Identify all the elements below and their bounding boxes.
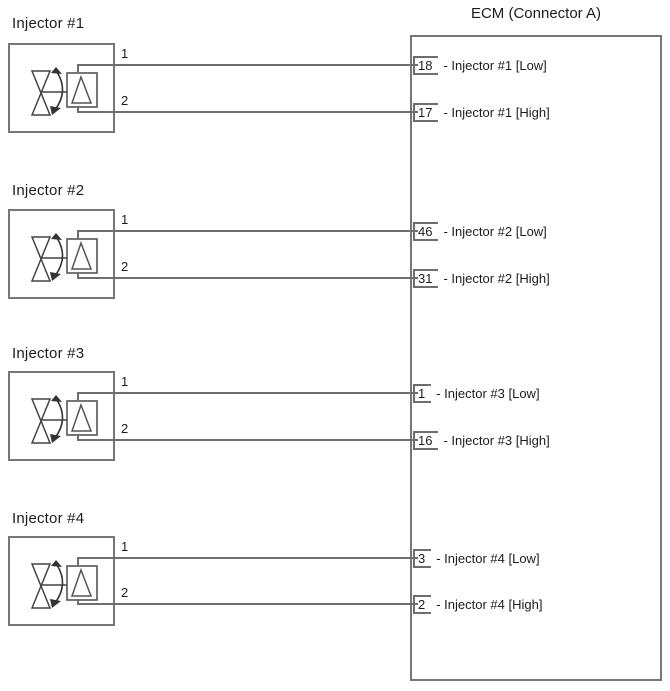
injector2-title: Injector #2 [12,182,85,199]
nozzle-triangle [72,243,91,269]
component-box [9,537,114,625]
pin-terminal-box: 46 [413,222,438,241]
ecm-title: ECM (Connector A) [470,5,602,22]
pin-label: - Injector #4 [Low] [436,550,540,566]
ecm-pin-injector1-low [413,56,547,74]
valve-icon [32,564,50,586]
terminal-number: 2 [121,421,129,436]
terminal-number: 1 [121,46,129,61]
pin-label: - Injector #3 [High] [443,432,550,448]
injector1-title: Injector #1 [12,15,85,32]
ecm-connector-box [410,35,662,681]
terminal-number: 2 [121,93,129,108]
pin-label: - Injector #1 [High] [443,104,550,120]
pin-terminal-box: 18 [413,56,438,75]
valve-icon [32,399,50,421]
wire-injector1-low [77,64,418,66]
pin-terminal-box: 16 [413,431,438,450]
valve-icon [32,71,50,93]
component-box [9,372,114,460]
wire-injector4-high [77,603,418,605]
injector1-symbol [8,43,115,133]
wire-injector2-low [77,230,418,232]
pin-terminal-box: 1 [413,384,431,403]
nozzle-triangle [72,405,91,431]
rotation-arrow-icon [55,400,63,438]
ecm-pin-injector3-high [413,431,550,449]
rotation-arrow-icon [55,72,63,110]
wire-injector2-high [77,277,418,279]
pin-label: - Injector #3 [Low] [436,385,540,401]
terminal-number: 1 [121,539,129,554]
ecm-pin-injector4-low [413,549,540,567]
injector4-symbol [8,536,115,626]
valve-icon [32,237,50,259]
pin-terminal-box: 3 [413,549,431,568]
injector2-symbol [8,209,115,299]
ecm-pin-injector2-high [413,269,550,287]
terminal-number: 1 [121,374,129,389]
ecm-pin-injector4-high [413,595,542,613]
pin-terminal-box: 17 [413,103,438,122]
rotation-arrow-icon [55,238,63,276]
pin-label: - Injector #1 [Low] [443,57,547,73]
wire-injector1-high [77,111,418,113]
ecm-pin-injector2-low [413,222,547,240]
wire-injector3-low [77,392,418,394]
pin-label: - Injector #2 [Low] [443,223,547,239]
terminal-number: 2 [121,259,129,274]
ecm-pin-injector3-low [413,384,540,402]
nozzle-triangle [72,570,91,596]
component-box [9,44,114,132]
wire-injector3-high [77,439,418,441]
injector3-title: Injector #3 [12,345,85,362]
wire-injector4-low [77,557,418,559]
ecm-pin-injector1-high [413,103,550,121]
injector3-symbol [8,371,115,461]
pin-terminal-box: 31 [413,269,438,288]
pin-label: - Injector #4 [High] [436,596,543,612]
pin-label: - Injector #2 [High] [443,270,550,286]
nozzle-triangle [72,77,91,103]
rotation-arrow-icon [55,565,63,603]
pin-terminal-box: 2 [413,595,431,614]
terminal-number: 2 [121,585,129,600]
component-box [9,210,114,298]
terminal-number: 1 [121,212,129,227]
injector4-title: Injector #4 [12,510,85,527]
